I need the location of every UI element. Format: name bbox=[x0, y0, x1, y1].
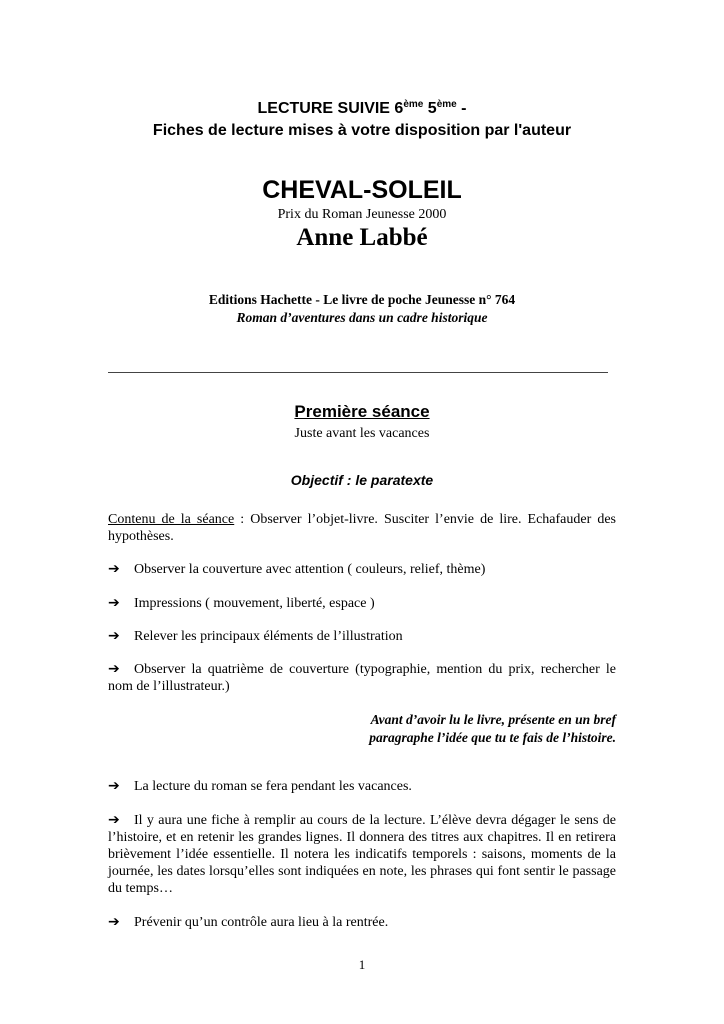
list-item: ➔ Observer la quatrième de couverture (typographie, mention du prix, rechercher le nom de l’illustrateur.) bbox=[108, 661, 616, 694]
book-genre: Roman d’aventures dans un cadre historique bbox=[236, 310, 488, 325]
list-item: ➔ Prévenir qu’un contrôle aura lieu à la rentrée. bbox=[108, 914, 389, 930]
arrow-icon: ➔ bbox=[108, 812, 120, 828]
session-subtitle: Juste avant les vacances bbox=[294, 426, 430, 441]
arrow-icon: ➔ bbox=[108, 628, 120, 644]
page-number: 1 bbox=[358, 957, 366, 972]
content-text: : Observer l’objet-livre. Susciter l’envie de lire. Echafauder des hypothèses. bbox=[108, 512, 616, 544]
list-item: ➔ La lecture du roman se fera pendant les vacances. bbox=[108, 778, 412, 794]
quote-line: paragraphe l’idée que tu te fais de l’histoire. bbox=[369, 730, 616, 745]
quote-line: Avant d’avoir lu le livre, présente en un bref bbox=[370, 712, 616, 727]
book-author: Anne Labbé bbox=[296, 224, 428, 251]
header-line-1: LECTURE SUIVIE 6ème 5ème - bbox=[257, 99, 467, 117]
instruction-quote bbox=[108, 711, 616, 747]
book-prize: Prix du Roman Jeunesse 2000 bbox=[277, 207, 447, 222]
book-title: CHEVAL-SOLEIL bbox=[262, 176, 462, 204]
arrow-icon: ➔ bbox=[108, 561, 120, 577]
list-item: ➔ Impressions ( mouvement, liberté, espace ) bbox=[108, 595, 375, 611]
list-item: ➔ Relever les principaux éléments de l’illustration bbox=[108, 628, 403, 644]
horizontal-divider bbox=[108, 372, 608, 373]
book-editions: Editions Hachette - Le livre de poche Jeunesse n° 764 bbox=[208, 292, 516, 307]
arrow-icon: ➔ bbox=[108, 778, 120, 794]
content-label: Contenu de la séance bbox=[108, 512, 235, 527]
list-item: ➔ Observer la couverture avec attention ( couleurs, relief, thème) bbox=[108, 561, 486, 577]
list-item: ➔ Il y aura une fiche à remplir au cours de la lecture. L’élève devra dégager le sens de l’histoire, et en retenir les grandes lignes. Il donnera des titres aux chapitres. Il en retirera brièvement l’idée essentielle. Il notera les indicatifs temporels : saisons, moments de la journée, les dates lorsqu’elles sont indiquées en note, les phrases qui font sentir le passage du temps… bbox=[108, 812, 616, 896]
arrow-icon: ➔ bbox=[108, 914, 120, 930]
content-paragraph bbox=[108, 511, 616, 545]
session-objective: Objectif : le paratexte bbox=[290, 472, 434, 488]
arrow-icon: ➔ bbox=[108, 595, 120, 611]
header-line-2: Fiches de lecture mises à votre disposition par l'auteur bbox=[152, 122, 572, 139]
arrow-icon: ➔ bbox=[108, 661, 120, 677]
session-title: Première séance bbox=[294, 402, 430, 421]
